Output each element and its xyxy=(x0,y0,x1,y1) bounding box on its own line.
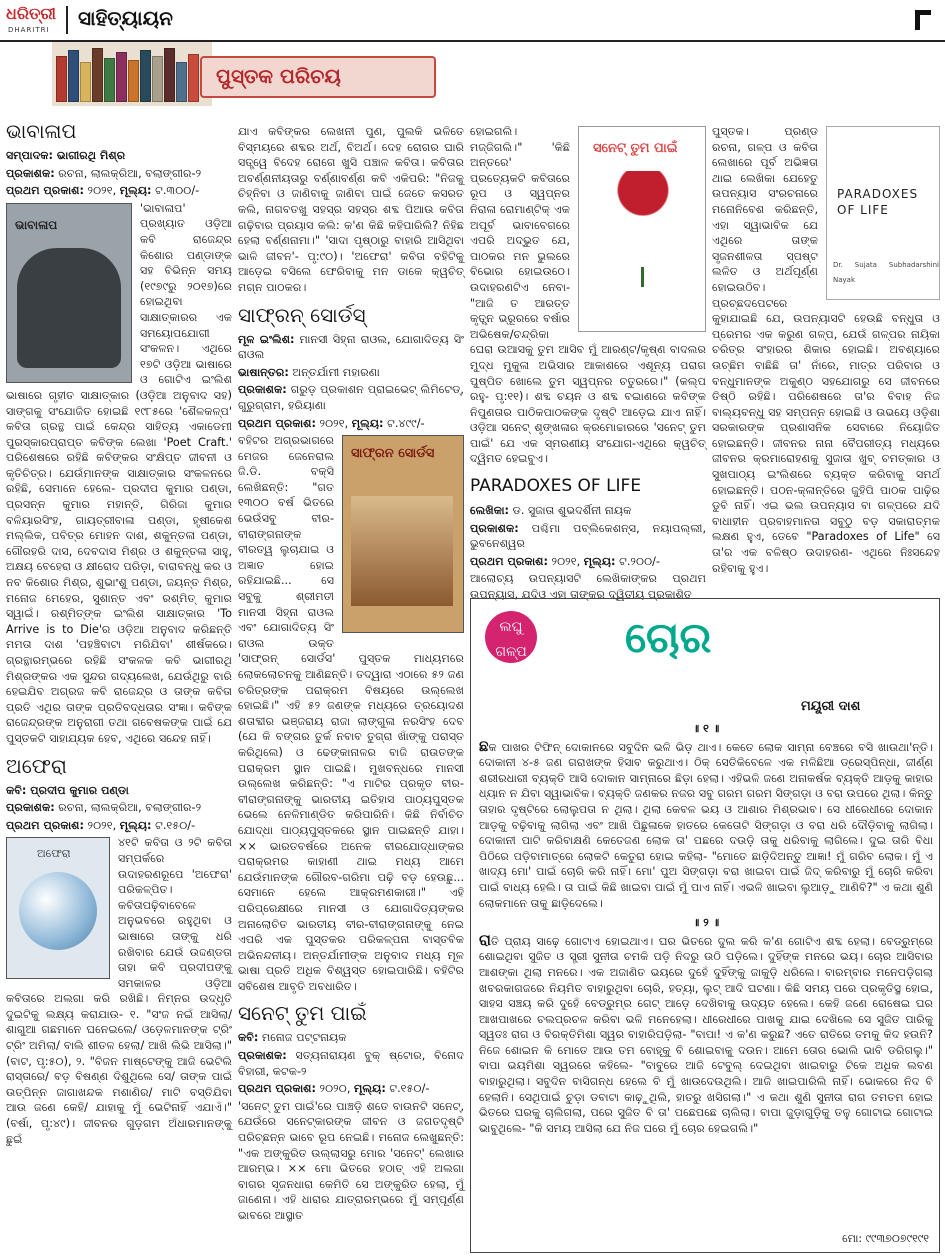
book-title-saffron-swords: ସାଫ୍ରନ୍ ସୋର୍ଡସ୍ xyxy=(238,302,366,327)
publisher-line xyxy=(238,382,464,413)
publication-line xyxy=(6,818,232,834)
review-body-saffron-swords: ବହିଟର ଅଗ୍ରଭାଗରେ ମେଜର ଜେନେରାଲ ଜି.ଡି. ବକ୍ସି ଲେଖିଛନ୍ତି: "ଗତ ୧୩୦୦ ବର୍ଷ ଭିତରେ ଭେଉଁସବୁ ବୀର-ବୀରାଙ୍ଗନାଙ୍କ ବୀରତ୍ୱ ଲୁଚାଯାଇ ଓ ଅଜ୍ଞାତ ହୋଇ ରହିଯାଇଛି... ସେ ସବୁକୁ ଶ୍ରୀମତୀ ମାନସୀ ସିହ୍ନା ରାଓଲ ଏବଂ ଯୋଗାଦିତ୍ୟ ସିଂ ରାଓଲ ଉକ୍ତ 'ସାଫ୍ରନ୍ ସୋର୍ଡସ' ପୁସ୍ତକ ମାଧ୍ୟମରେ ଲୋକଲୋଚନକୁ ଆଣିଛନ୍ତି। ତଦ୍ୱାରା ଏଠାରେ ୫୨ ଜଣ ଚରିତ୍ରଙ୍କ ପରାକ୍ରମ ବିଷୟରେ ଉଲ୍ଲେଖ ହୋଇଛି।" ଏହି ୫୨ ଜଣଙ୍କ ମଧ୍ୟରେ ତ୍ରୟୋଦଶ ଶତାବ୍ଦୀର ଭଞ୍ଜରାୟ ରାଜା ଲାଙ୍ଗୁଳା ନରସିଂହ ଦେବ (ଯେ କି ବଙ୍ଗର ତୁର୍କ ନବାବ ତୁଗ୍ରା ଖାଁଙ୍କୁ ପରାସ୍ତ କରିଥିଲେ) ଓ ଢେଙ୍କାନାଳର ବାଜି ରାଉତଙ୍କ ପରାକ୍ରମ ସ୍ଥାନ ପାଇଛି। ମୁଖବନ୍ଧରେ ମାନସୀ ଉଲ୍ଲେଖ କରିଛନ୍ତି: "ଏ ମାଟିର ପ୍ରକୃତ ବୀର-ବୀରାଙ୍ଗନାଙ୍କୁ ଭାରତୀୟ ଇତିହାସ ପାଠ୍ୟପୁସ୍ତକ ଭେଲେ ନେଳିମାଣ୍ଡିତ କରିପାରିନି। କିଛି ନିର୍ବାଚିତ ଯୋଦ୍ଧା ପାଠ୍ୟପୁସ୍ତକରେ ସ୍ଥାନ ପାଇଛନ୍ତି ଯାହା। ×× ଭାରତବର୍ଷରେ ଅନେକ ବୀରଯୋଦ୍ଧାଙ୍କର ପରାକ୍ରମର କାହାଣୀ ଥାଇ ମଧ୍ୟ ଆମେ ଯେଉଁମାନଙ୍କ ଗୌରବ-ଗରିମା ପଢ଼ି ବଡ଼ ହେଉଛୁ... ସେମାନେ ହେଲେ ଆକ୍ରମଣକାରୀ।" ଏହି ପରିପ୍ରେକ୍ଷୀରେ ମାନସୀ ଓ ଯୋଗାଦିତ୍ୟଙ୍କର ଅନାଲୋଚିତ ଭାରତୀୟ ବୀର-ବୀରାଙ୍ଗନାଙ୍କୁ ନେଇ ଏପରି ଏକ ପୁସ୍ତକର ପରିକଳ୍ପନା ବାସ୍ତବିକ ଅଭିନନ୍ଦନୀୟ। ଅନ୍ତର୍ଯାମୀଙ୍କ ଅନୁବାଦ ମଧ୍ୟ ମୂଳ ଭାଷା ପ୍ରତି ଅଧିକ ବିଶ୍ୱସ୍ତ ହୋଇପାରିଛି। ବହିଟିର ସବିଶେଷ ଆବୃତି ଅବଧାରିତ। xyxy=(238,434,464,993)
publisher-line xyxy=(6,800,232,816)
book-title-aphera: ଅଫେରା xyxy=(6,753,67,778)
writer-label: ଲେଖିକା: xyxy=(470,504,509,518)
publisher-label: ପ୍ରକାଶକ: xyxy=(238,1049,287,1063)
price-label: ମୂଲ୍ୟ: xyxy=(353,1082,386,1096)
paragraph-text: ତି ପ୍ରାୟ ସାଢ଼େ ଗୋଟାଏ ହୋଇଥାଏ। ଘର ଭିତରେ ଦୁଲ କରି କ'ଣ ଗୋଟିଏ ଶବ୍ଦ ହେଲା। ବେଡ୍ରୁମ୍ରେ ଶୋଇଥିବା ସୁଜିତ ଓ ସ୍ତ୍ରୀ ସୁନୀତା ଚମକି ପଡ଼ି ନିଦରୁ ଉଠି ପଡ଼ିଲେ। ଦୁହିଁଙ୍କ ମନରେ ଭୟ। ଚୋର ଆସିବାର ଆଶଙ୍କା ଥିଲା ମନରେ। ଏକ ଅଜାଣିତ ଭୟରେ ଦୁହେଁ ଦୁହିଁଙ୍କୁ ଜାକୁଡ଼ି ଧରିଲେ। ବାରମ୍ବାର ମନେପଡ଼ିଗଲା ଖବରକାଗଜରେ ନିୟମିତ ବାହାରୁଥିବା ଚୋରି, ହତ୍ୟା, ଲୁଟ୍ ଆଦି ଘଟଣା। କିଛି ସମୟ ପରେ ପ୍ରକୃତିସ୍ଥ ହୋଇ, ସାହସ ସଞ୍ଚୟ କରି ଦୁହେଁ ବେଡ୍ରୁମ୍ର ଗେଟ୍ ଆଡ଼େ ଦେଖିବାକୁ ଉଦ୍ୟତ ହେଲେ। କେହି ଜଣେ ରୋଷେଇ ଘର ଆଖପାଖରେ ଚଲପ୍ରଚଳ କରିବା ଭଳି ମନେହେଲା। ଧୀରେଧୀରେ ପାଖକୁ ଯାଇ ଦେଖିଲେ ସେ ସୁଜିତ ପାରିକୁ ସ୍ୱତଃ ରାଗ ଓ ବିରକ୍ତିମିଶା ସ୍ୱର ବାହାରିପଡ଼ିଲା- "ବାପା! ଏ କ'ଣ କରୁଛ? ଏତେ ରାତିରେ ତମକୁ କିଦ ହଉନି? ନିଜେ ଶୋଇନ କି ମୋତେ ଆଉ ତମ ବୋହୂକୁ ବି ଶୋଇବାକୁ ଦଉନ। ଆମେ ତୋର ଭୋଲି ଭାବି ଡରିଗଲୁ।" ବାପା ଭୟମିଶା ସ୍ୱରରେ କହିଲେ- "ବାବୁରେ ଆଜି ଟେବୁଲ୍ ଦେଇଥିବା ଖାଇବାରୁ ଟିକେ ଅଧିକ ଲବଣ ବାହାରୁଥିଲା। ସବୁଦିନ ବାସିଗନ୍ଧ ହେଲେ ବି ମୁଁ ଖାଉଦେଉଥିଲି। ଆଜି ଖାଇପାରିଲି ନାହିଁ। ଭୋକରେ ନିଦ ବି ହେଲାନି। ସେଥିପାଇଁ ଚୁଡ଼ା ଡବାଟା କାଢ଼ୁଥିଲି, ହାତରୁ ଖସିଗଲା।" ଏ କଥା ଶୁଣି ସୁନୀତା ରାଗ ତମତମ ହୋଇ ଭିତରେ ଘରକୁ ଚାଲିଗଲା, ପରେ ସୁଜିତ ବି ତା' ପଛେପଛେ ଚାଲିଲା। ବାପା ଜୁଡ଼ାଗୁଡ଼ିକୁ ତଳୁ ଗୋଟାଇ ଗୋଟାଇ ଭାବୁଥିଲେ- "କି ସମୟ ଆସିଲା ଯେ ନିଜ ଘରେ ମୁଁ ଚୋର ହେଇଗଲି।" xyxy=(479,934,933,1135)
rose-illustration xyxy=(615,171,671,267)
book-title-sonnet: ସନେଟ୍ ତୁମ ପାଇଁ xyxy=(238,1001,367,1026)
bubble-illustration xyxy=(19,872,97,950)
story-paragraph-2 xyxy=(479,930,933,1137)
writer-line xyxy=(470,503,706,519)
price: ଟ.୧୫୦/- xyxy=(389,1082,430,1096)
book-cover-bhavalap xyxy=(6,203,132,383)
publisher-label: ପ୍ରକାଶକ: xyxy=(6,166,55,180)
publisher-label: ପ୍ରକାଶକ: xyxy=(238,383,287,397)
column-1 xyxy=(6,112,232,1149)
part-number-1: ॥ ୧ ॥ xyxy=(692,722,720,735)
badge-line-1: ଲଘୁ xyxy=(499,619,523,635)
masthead xyxy=(0,0,945,42)
price-label: ମୂଲ୍ୟ: xyxy=(119,184,152,198)
pub-year: ୨୦୨୧, xyxy=(551,554,581,568)
section-name: ସାହିତ୍ୟାୟନ xyxy=(78,6,173,30)
original-authors: ମାନସୀ ସିହ୍ନା ରାଓଲ, ଯୋଗାଦିତ୍ୟ ସିଂ ରାଓଲ xyxy=(238,332,464,362)
poet-line xyxy=(238,1030,464,1046)
publisher: ସତ୍ୟନାରାୟଣ ବୁକ୍ ଷ୍ଟୋର, ବିନୋଦ ବିହାରୀ, କଟକ-୨ xyxy=(238,1049,464,1078)
cover-title: PARADOXES OF LIFE xyxy=(837,187,919,217)
publication-line xyxy=(238,416,464,432)
review-body-sonnet: 'ସନେଟ୍ ତୁମ ପାଇଁ'ରେ ପାଞ୍ଚଡ଼ି ଶତେ ବାଉନଟି ସନେଟ୍, ଯେଉଁରେ ସନେଟ୍କାରଙ୍କ ଜୀବନ ଓ ଜଗତଦୃଷ୍ଟି ପରିଚ୍ଛନ୍ନ ଭାବେ ରୂପ ନେଇଛି। ମନୋଜ ଲେଖୁଛନ୍ତି: "ଏକ ଅଙ୍କୁରିତ ଉଲ୍ଲାସରୁ ମୋର 'ସନେଟ୍' ଲେଖାର ଆରମ୍ଭ। ×× ମୋ ଭିତରେ ହଠାତ୍ ଏହି ଅଲଗା ବାଗର ସୃଜନଧାରା କେମିତି ସେ ଅଙ୍କୁରିତ ହେଲା, ମୁଁ ଜାଣେନା। ଏହି ଧାରାର ଯାତ୍ରାରମ୍ଭରେ ମୁଁ ସମ୍ପୂର୍ଣ୍ଣ ଭାବରେ ଆସ୍ଥାତ xyxy=(238,1099,464,1222)
poet: ମନୋଜ ପଟ୍ଟନାୟକ xyxy=(261,1031,347,1045)
pub-label: ପ୍ରଥମ ପ୍ରକାଶ: xyxy=(470,554,548,568)
short-story-box xyxy=(470,598,940,1253)
logo-text: ଧରିତ୍ରୀ xyxy=(6,4,56,23)
publication-line xyxy=(6,183,232,199)
pub-label: ପ୍ରଥମ ପ୍ରକାଶ: xyxy=(238,1082,316,1096)
pub-label: ପ୍ରଥମ ପ୍ରକାଶ: xyxy=(6,818,84,832)
poet-label: କବି: xyxy=(238,1031,259,1045)
story-author: ମୟୂରୀ ଦାଶ xyxy=(801,699,861,714)
bookshelf-illustration xyxy=(52,42,212,106)
banner-title: ପୁସ୍ତକ ପରିଚୟ xyxy=(216,64,341,88)
story-title: ଚୋର xyxy=(625,613,712,662)
book-title-bhavalap: ଭାବାଳାପ xyxy=(6,119,77,143)
review-body-bhavalap: 'ଭାବାଳାପ' ପ୍ରଖ୍ୟାତ ଓଡ଼ିଆ କବି ରାଜେନ୍ଦ୍ର କିଶୋର ପଣ୍ଡାଙ୍କ ସହ ବିଭିନ୍ନ ସମୟ (୧୯୭୯ରୁ ୨୦୧୭)ରେ ହୋଇଥିବା ସାକ୍ଷାତ୍କାରର ଏକ ସମୟୋପଯୋଗୀ ସଂକଳନ। ଏଥିରେ ୧୭ଟି ଓଡ଼ିଆ ଭାଷାରେ ଓ ଗୋଟିଏ ଇଂଲିଶ ଭାଷାରେ ଗୃହୀତ ସାକ୍ଷାତ୍କାର (ଓଡ଼ିଆ ଅନୁବାଦ ସହ) ସାଙ୍ଗକୁ ସଂଯୋଜିତ ହୋଇଛି ୧୯୮୫ରେ 'ଶୈଳକଳ୍ପ' କବିତା ଗ୍ରନ୍ଥ ପାଇଁ କେନ୍ଦ୍ର ସାହିତ୍ୟ ଏକାଡେମୀ ପୁରସ୍କାରପ୍ରାପ୍ତ କବିଙ୍କ ଲେଖା 'Poet Craft.' ପରିଶେଷରେ ରହିଛି କବିଙ୍କର ସଂକ୍ଷିପ୍ତ ଜୀବନୀ ଓ କୃତିଚିତ୍ର। ଯେଉଁମାନଙ୍କ ସାକ୍ଷାତ୍କାର ସଂକଳନରେ ରହିଛି, ସେମାନେ ହେଲେ- ପ୍ରଦୀପ କୁମାର ପଣ୍ଡା, ପ୍ରସନ୍ନ କୁମାର ମହାନ୍ତି, ଗିରିଜା କୁମାର ବଳିୟାରସିଂହ, ଗାୟତ୍ରୀବାଳା ପଣ୍ଡା, ହୃଷୀକେଶ ମଲ୍ଲିକ, ପବିତ୍ର ମୋହନ ଦାଶ, ଶକୁନ୍ତଳା ପଣ୍ଡା, ଗୌରହରି ଦାସ, ଦେବଦାସ ମିଶ୍ର ଓ ଶକୁନ୍ତଳା ସାହୁ, ଅକ୍ଷୟ ବେହେରା ଓ କ୍ଷୀରୋଦ ପରିଡ଼ା, ବାରାବନ୍ଧୁ କର ଓ ନବ କିଶୋର ମିଶ୍ର, ଶୁଭାଂଶୁ ପଣ୍ଡା, ଜୟନ୍ତ ମିଶ୍ର, ମନୋଜ ମେହେର, ସୁଶାନ୍ତ ଏବଂ ରଶ୍ମିତ୍ କୁମାର ସ୍ୱାଇଁ। ରଶ୍ମିତ୍ଙ୍କ ଇଂଲିଶ ସାକ୍ଷାତ୍କାର 'To Arrive is to Die'ର ଓଡ଼ିଆ ଅନୁବାଦ କରିଛନ୍ତି ମମତା ଦାଶ 'ପହଞ୍ଚିବାଟା ମରିଯିବା' ଶୀର୍ଷକରେ। ଗ୍ରନ୍ଥାରମ୍ଭରେ ରହିଛି ସଂକଳକ କବି ଭାଗୀରଥି ମିଶ୍ରଙ୍କର ଏକ ସୁନ୍ଦର ଗଦ୍ୟଲେଖ, ଯେଉଁଥିରୁ ବାରି ହେଇଯିବ ଅଗ୍ରଜ କବି ରାଜେନ୍ଦ୍ର ଓ ତାଙ୍କ କବିତା ପ୍ରତି ଏଥିର ତାଙ୍କ ପ୍ରତିବଦ୍ଧତାର ସଂଜ୍ଞା। କବିଙ୍କ ରାଜେନ୍ଦ୍ରଙ୍କ ଅନୁରାଗୀ ତଥା ଗବେଷକଙ୍କ ପାଇଁ ଯେ ପୁସ୍ତକଟି ସାହାଯ୍ୟକ ହେବ, ଏଥିରେ ସନ୍ଦେହ ନାହିଁ। xyxy=(6,201,232,745)
book-title-paradoxes: PARADOXES OF LIFE xyxy=(470,476,642,497)
book-cover-sonnet xyxy=(578,126,706,332)
drop-cap: ରା xyxy=(479,930,491,949)
pub-year: ୨୦୨୧, xyxy=(87,818,117,832)
publisher: ପଶ୍ଚିମା ପବ୍ଲିକେଶନ୍ସ, ନୟାପଲ୍ଲୀ, ଭୁବନେଶ୍ୱର xyxy=(470,521,706,551)
publisher: ରଚନା, ଲାଲକ୍ରିଆ, ବଲାଙ୍ଗୀର-୨ xyxy=(58,801,202,815)
column-4 xyxy=(712,124,940,578)
translator-line xyxy=(238,365,464,381)
review-body-aphera: ୪୧ଟି କବିତା ଓ ୨ଟି କବିତା ସମ୍ପର୍କରେ ଉଦାହରଣରୂପେ 'ଅଫେରା' ପରିକଳ୍ପିତ। କବିତାପଢ଼ିବାବେଳେ ଅନୁଭବରେ ରହୁଥିବା ଓ ଭାଷାରେ ତାଙ୍କୁ ଧରି ରଖିବାର ଯେଉଁ ଉଦ୍ଦଣ୍ଡତା ତାହା କବି ପ୍ରଦୀପଙ୍କୁ ସମକାଳର ଓଡ଼ିଆ କବିତାରେ ଅଲଗା କରି ରଖିଛି। ନିମ୍ନର ଉଦ୍ଧୃତି ଦୁଇଟିକୁ ଲକ୍ଷ୍ୟ କରାଯାଉ- ୧. "ସଂଜ ନଇଁ ଆସିଲା/ ଶାଗୁଆ ଗଛମାନେ ଘନେଇଲେ/ ଓଡ଼େଳମାନଙ୍କ ଟ୍ରିଂ ଟ୍ରିଂ ଅମିଲା/ ବାଲି ଶୀତଳ ହେଲା/ ଆଖି ଲିଭି ଆସିଲା।" (ବାଟ, ପୃ:୫୦), ୨. "ବିଜନ ମାଷ୍ଟେଙ୍କୁ ଆଜି ଭେଟିଲି ରାସ୍ତାରେ/ ବଡ଼ ବିଷଣ୍ଣ ଦିଶୁଥିଲେ ସେ/ ତାଙ୍କ ପାଇଁ ଉତ୍ପିନ୍ନ ଜାଗାଖନ୍ଦକ ମଶାଣିର/ ମାଟି ବସ୍ତିଯିବା ଆଉ ଜଣେ କେହି/ ଯାହାକୁ ମୁଁ ଭେଟିନାହିଁ ଏଯାଏଁ।" (ବର୍ଷା, ପୃ:୪୯)। ଜୀବନର ଗୁଡ଼ଗମ ଅଁଧାରମାନଙ୍କୁ ଛୁଇଁ xyxy=(6,836,232,1146)
writer: ଡ. ସୁଜାତା ଶୁଭଦର୍ଶିନୀ ନାୟକ xyxy=(512,504,632,518)
pub-year: ୨୦୨୦, xyxy=(319,1082,351,1096)
logo-subtext: DHARITRI xyxy=(8,26,50,34)
price: ଟ.୪୯୯/- xyxy=(387,416,425,430)
cover-title: ସନେଟ୍ ତୁମ ପାଇଁ xyxy=(593,141,678,156)
author-phone: ମୋ: ୯୯୩୭୦୭୯୧୯୧ xyxy=(842,1232,929,1245)
publisher-label: ପ୍ରକାଶକ: xyxy=(470,521,519,535)
review-body-sonnet-continued: ହୋଇଗଲି। ମଜ୍ଜିଗଲି।" 'କିଛି ଅନ୍ତରେ' ପ୍ରତ୍ୟେକଟି କବିତାରେ ରୂପ ଓ ସ୍ୱପ୍ନର ନିରାଳା ରୋମାଣ୍ଟିକ୍ ଏକ ଅପୂର୍ବ ଭାବାବେଗରେ ଏପରି ଅଦ୍ଭୁତ ଯେ, ପାଠକର ମନ ଭୁଲରେ ବିଭୋର ହୋଇଉଠେ। ଉଦାହରଣଟିଏ ନେବା- "ଆଜି ତ ଆରତ୍ତ କୃତ୍ସ୍ନ ଭ୍ରୂରରେ ବର୍ଷାର ଅଭିଷେକ/ଚନ୍ଦ୍ରିକା ଘେରା ଉଆସକୁ ତୁମ ଆସିବ ମୁଁ ଆରଣ୍ଟ/କୃଷ୍ଣ ବାଦଲର ମୁଦ୍ଧ ମୁକୁଳା ଅଭିସାର ଆକାଶରେ ଏଶୂନ୍ୟ ପରାଗ ପୁଷ୍ପିତ ଖୋଲେ ତୁମ ସ୍ୱପ୍ନର ଚତୁରରେ।" (କଲ୍ପ ରହୁ- ପୃ:୧୧)। ଶବ୍ଦ ଚୟନ ଓ ଶବ୍ଦ ବଇାଣରେ କବିଙ୍କ ନିପୁଣତାର ପାଠିକପାଠକଙ୍କ ଦୃଷ୍ଟି ଆଡ଼େଇ ଯାଏ ନାହିଁ। ଓଡ଼ିଆ ସନେଟ୍ ଶୃଙ୍ଖଳାର କ୍ରମୋଚ୍ଚାରରେ 'ସନେଟ୍ ତୁମ ପାଇଁ' ଯେ ଏକ ସ୍ମରଣୀୟ ସଂଯୋଗ-ଏଥିରେ କ୍ୱଚିତ୍ ଦ୍ୱିମତ ହେଇବୁଏ। xyxy=(470,125,706,466)
story-paragraph-1 xyxy=(479,736,933,912)
price-label: ମୂଲ୍ୟ: xyxy=(119,818,152,832)
drop-cap: ଛ xyxy=(479,736,489,755)
battle-scene-illustration xyxy=(351,496,453,606)
original-label: ମୂଳ ଇଂଲିଶ: xyxy=(238,332,295,346)
poet-portrait xyxy=(17,248,121,368)
corner-bracket-icon xyxy=(915,10,931,30)
banner-title-box xyxy=(200,56,436,98)
publisher-line xyxy=(238,1048,464,1079)
column-2 xyxy=(238,124,464,1226)
publisher: ଗରୁଡ଼ ପ୍ରକାଶନ ପ୍ରାଇଭେଟ୍ ଲିମିଟେଡ୍, ଗୁରୁଗ୍ରାମ, ହରିୟାଣା xyxy=(238,383,464,412)
translator: ଅନ୍ତର୍ଯାମୀ ମହାରଣା xyxy=(292,365,380,379)
review-body-aphera-continued: ଯାଏ କବିଙ୍କର ଲେଖନୀ ପୁଣ, ପୁଲକି ଭଳିତେ ବିସ୍ମୟରେ ଶବ୍ଦର ଅର୍ଥ, ବିଅର୍ଥ। ଦେହ ରୋଗର ଘାରି ସତ୍ତ୍ୱେ ବିଦେହ ରୋଗେ ଖୁସି ପଞ୍ଚାଳ କବିତା। କବିତାର ଅବର୍ଣ୍ଣନୀୟତାରୁ ବର୍ଣ୍ଣାବର୍ଣ୍ଣ କବି ଏକିପରି: "ନିଜକୁ ଚିହ୍ନିବା ଓ ଜାଣିବାକୁ ଜାଣିବା ପାଇଁ ଜେତେ କସରତ କଲି, ନାଗବତଖୁ ସହସ୍ର ସହସ୍ର ଶବ୍ଦ ପିଆଉ କବିତା ଗଢ଼ିବାର ପ୍ରୟାସ କଲି: କ'ଣ କିଛି କହିପାରିଲି? ନିହିଛ ହେଲା ବର୍ଣ୍ଣନାମା।" 'ସାଦା ପୃଷ୍ଠାରୁ ବାହାରି ଆସିଥିବା ଭାଳି ଜୀବନ'- ପୃ:୯୦)। 'ଅଫେରା' କବିତା ବହିଟିକୁ ଆଡ଼େଇ ବସିଲେ ଫେରିବାକୁ ମନ ଡାକେ କ୍ୱଚିତ୍ ମଗ୍ନ ପାଠକର। xyxy=(238,125,464,294)
publication-line xyxy=(470,554,706,570)
story-body xyxy=(479,719,933,1140)
short-story-badge xyxy=(485,611,537,663)
price-label: ମୂଲ୍ୟ: xyxy=(351,416,384,430)
column-3 xyxy=(470,124,706,605)
review-body-paradoxes-continued: ପୁସ୍ତକ। ପ୍ରଣ୍ଡ ରଚନା, ଗଳ୍ପ ଓ କବିତା ଲେଖାରେ ପୂର୍ବ ଅଭିଜ୍ଞତା ଥାଇ ଲେଖିକା ଯେହେତୁ ଉପନ୍ୟାସ ସଂରଚନାରେ ମନୋନିବେଶ କରିଛନ୍ତି, ଏହା ସ୍ୱାଭାବିକ ଯେ ଏଥିରେ ତାଙ୍କ ସୃଜନଶୀଳତା ସ୍ପଷ୍ଟ ଲଳିତ ଓ ଅର୍ଥପୂର୍ଣ୍ଣ ହୋଇଉଠିବ। ପ୍ରଚ୍ଛଦପେଟରେ କୁହାଯାଇଛି ଯେ, ଉପନ୍ୟାସଟି ହେଉଛି ବନ୍ଧୁତା ଓ ପ୍ରେମର ଏକ କରୁଣ ଗଳ୍ପ, ଯେଉଁ ଗଳ୍ପର ନାୟିକା ଚରିତ୍ର ସଂହାରର ଶିକାର ହୋଇଛି। ଅବଶ୍ୟାରେ ଉଚ୍ଛିମ ବାଛିଛି ତା' ନାଁରେ, ମାତ୍ର ପରିବାର ଓ ବନ୍ଧୁମାନଙ୍କ ଅକୁଣ୍ଠ ସହଯୋଗରୁ ସେ ଜୀବନରେ ତିଷ୍ଠି ରହିଛି। ପରିଶେଷରେ ତା'ର ବିବାହ ନିଜ ବାଲ୍ୟବନ୍ଧୁ ସହ ସମ୍ପନ୍ନ ହୋଇଛି ଓ ଉଭୟେ ଓଡ଼ିଶା ସରକାରଙ୍କ ପ୍ରଶାସନିକ ସେବାରେ ନିୟୋଜିତ ହୋଇଛନ୍ତି। ଜୀବନର ନାନା ବୈପରୀତ୍ୟ ମଧ୍ୟରେ ଜୀବନର କ୍ରମାରୋହଣକୁ ସୁଜାତା ଖୁବ୍ ଚମତ୍କାର ଓ ସୁଖପାଠ୍ୟ ଇଂଲିଶରେ ବ୍ୟକ୍ତ କରିବାକୁ ସମର୍ଥ ହୋଇଛନ୍ତି। ପଠନ-କ୍ଳାନ୍ତିରେ ଜୁହିପି ପାଠକ ପାଢ଼ିର ଡୁବି ନାହିଁ। ଏଇ ଭଲ ଉପନ୍ୟାସ ବା ଗଳ୍ପରେ ଯଦି ବାଧାହୀନ ପ୍ରବାହମାନତା ସବୁଠୁ ବଡ଼ ସକାରାତ୍ମକ ଲକ୍ଷଣ ହୁଏ, ତେବେ "Paradoxes of Life" ସେ ତା'ର ଏକ ବଳିଷ୍ଠ ଉଦାହରଣ- ଏଥିରେ ନିଃସନ୍ଦେହ ରହିବାକୁ ହୁଏ। xyxy=(712,125,940,575)
book-review-banner xyxy=(52,42,452,106)
review-body-paradoxes: ଆଲୋଚ୍ୟ ଉପନ୍ୟାସଟି ଲେଖିକାଙ୍କର ପ୍ରଥମ ଉପନ୍ୟାସ, ଯଦିଓ ଏହା ତାଙ୍କର ଦ୍ୱିତୀୟ ପ୍ରକାଶିତ xyxy=(470,572,706,602)
poet: କବି: ପ୍ରଦୀପ କୁମାର ପଣ୍ଡା xyxy=(6,783,129,797)
cover-title: ଅଫେରା xyxy=(37,847,71,861)
editor: ସମ୍ପାଦକ: ଭାଗୀରଥି ମିଶ୍ର xyxy=(6,149,126,162)
pub-year: ୨୦୨୧, xyxy=(87,184,117,198)
pub-label: ପ୍ରଥମ ପ୍ରକାଶ: xyxy=(238,416,316,430)
price: ଟ.୩୦୦/- xyxy=(155,184,200,198)
publication-line xyxy=(238,1081,464,1097)
pub-year: ୨୦୨୧, xyxy=(319,416,349,430)
price: ଟ.୨୦୦/- xyxy=(619,554,660,568)
editor-line xyxy=(6,148,232,164)
cover-author: Dr. Sujata Subhadarshini Nayak xyxy=(833,260,939,285)
publisher-label: ପ୍ରକାଶକ: xyxy=(6,801,55,815)
book-cover-paradoxes xyxy=(826,126,940,300)
price: ଟ.୧୫୦/- xyxy=(155,818,196,832)
newspaper-logo xyxy=(6,4,62,36)
badge-line-2: ଗଳ୍ପ xyxy=(495,644,527,660)
original-author-line xyxy=(238,332,464,363)
paragraph-text: କ ପାଖର ଟିଫିନ୍ ଦୋକାନରେ ସବୁଦିନ ଭଳି ଭିଡ଼ ଥାଏ। କେତେ ଲୋକ ସାମ୍ନା ବେଞ୍ଚରେ ବସି ଖାଉଥା'ନ୍ତି। ଦୋକାନୀ ୪-୫ ଜଣ ଗରାଖଙ୍କ ହିସାବ କରୁଥାଏ। ଠିକ୍ ସେତିକିବେଳେ ଏକ ମଳିଛିଆ ଡ୍ରେସ୍ପିନ୍ଧା, ଜୀର୍ଣ୍ଣ ଶରୀରଧାରୀ ବ୍ୟକ୍ତି ଆସି ଦୋକାନ ସାମ୍ନାରେ ଛିଡ଼ା ହେଲା। ଏହିଭଳି ଜଣେ ଅନାକର୍ଷକ ବ୍ୟକ୍ତି ଆଡ଼କୁ କାହାର ଧ୍ୟାନ ନ ଯିବା ସ୍ୱାଭାବିକ। ବ୍ୟକ୍ତି ଜଣକର ନଜର ସବୁ ଗରମ ଗରମ ସିଙ୍ଗଡ଼ା ଓ ବରା ଉପରେ ଥିଲା। କିନ୍ତୁ ତାହାର ଦୃଷ୍ଟିରେ ଲୋଲୁପତା ନ ଥିଲା। ଥିଲା କେବଳ ଭୟ ଓ ଆଶାର ମିଶ୍ରଭାବ। ସେ ଧୀରେଧୀରେ ଦୋକାନ ଆଡ଼କୁ ବଢ଼ିବାକୁ ଲାଗିଲା ଏବଂ ଆଖି ପିଛୁଳାକେ ହାତରେ କେତୋଟି ସିଙ୍ଗଡ଼ା ଓ ବରା ଧରି ଦୌଡ଼ିବାକୁ ଲାଗିଲା। ଦୋକାନୀ ପାଟି କରିବାକ୍ଷଣି କେତେଜଣ ଲୋକ ତା' ପଛରେ ଦଉଡ଼ି ତାକୁ ଧରିବାକୁ ଲାଗିଲେ। ଦୁଇ ତାରି ବିଧା ପିଠିରେ ପଡ଼ିବାମାତ୍ରେ ଲୋକଟି କେତୁରା ହୋଇ କହିଲା- "ମୋତେ ଛାଡ଼ିଦିଅନ୍ତୁ ଆଜ୍ଞା! ମୁଁ ଗରିବ ଲୋକ। ମୁଁ ଏ ଖାଦ୍ୟ ମୋ' ପାଇଁ ଚୋରି କରି ନାହିଁ। ମୋ' ପୁଅ ସିଙ୍ଗଡ଼ା ବରା ଖାଇବା ପାଇଁ ଜିଦ୍ କରିବାରୁ ମୁଁ ଚୋରି କରିବା ପାଇଁ ବାଧ୍ୟ ହେଲି। ତା ପାଇଁ କିଛି ଖାଇବା ପାଇଁ ମୁଁ ପାଏ ନାହିଁ। ଏଭଳି ଖାଇବା ଲୁଆଡ଼ୁ ଆଣିବି?" ଏ କଥା ଶୁଣି ଲୋକମାନେ ତାକୁ ଛାଡ଼ିଦେଲେ। xyxy=(479,740,933,910)
cover-title: ସାଫ୍ରନ ସୋର୍ଡସ xyxy=(351,446,435,462)
publisher-line xyxy=(470,521,706,552)
cover-title: ଭାବାଳାପ xyxy=(15,217,58,232)
poet-line xyxy=(6,783,232,799)
book-cover-aphera xyxy=(6,837,110,979)
publisher-line xyxy=(6,166,232,182)
part-number-2: ॥ ୨ ॥ xyxy=(692,916,720,930)
pub-label: ପ୍ରଥମ ପ୍ରକାଶ: xyxy=(6,184,84,198)
masthead-divider xyxy=(66,6,68,34)
book-cover-saffron-swords xyxy=(342,435,464,633)
price-label: ମୂଲ୍ୟ: xyxy=(583,554,616,568)
publisher: ରଚନା, ଲାଲକ୍ରିଆ, ବଲାଙ୍ଗୀର-୨ xyxy=(58,166,202,180)
translator-label: ଭାଷାନ୍ତର: xyxy=(238,365,289,379)
